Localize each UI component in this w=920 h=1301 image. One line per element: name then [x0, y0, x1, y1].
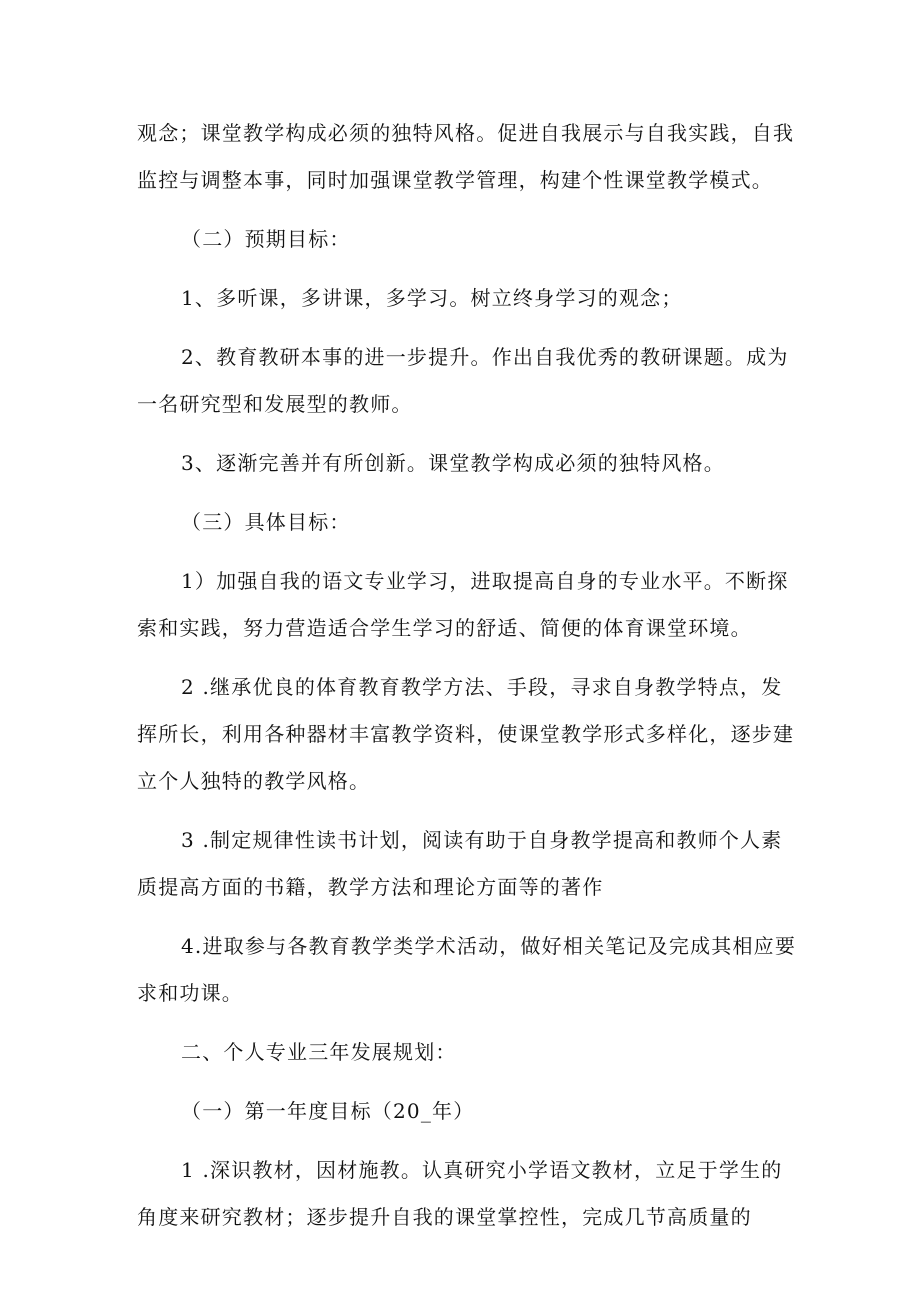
goal-item-2: 2、教育教研本事的进一步提升。作出自我优秀的教研课题。成为一名研究型和发展型的教师。	[137, 345, 789, 416]
heading-expected-goals: （二）预期目标：	[181, 227, 351, 251]
first-year-item-1: 1 .深识教材，因材施教。认真研究小学语文教材，立足于学生的角度来研究教材；逐步提升自我的课堂掌控性，完成几节高质量的	[137, 1158, 783, 1229]
heading-three-year-plan: 二、个人专业三年发展规划：	[181, 1040, 457, 1064]
document-body	[137, 110, 797, 1253]
specific-goal-2: 2 .继承优良的体育教育教学方法、手段，寻求自身教学特点，发挥所长，利用各种器材丰富教学资料，使课堂教学形式多样化，逐步建立个人独特的教学风格。	[137, 675, 795, 793]
heading-first-year: （一）第一年度目标（20_年）	[181, 1099, 475, 1123]
specific-goal-1: 1）加强自我的语文专业学习，进取提高自身的专业水平。不断探索和实践，努力营造适合学生学习的舒适、简便的体育课堂环境。	[137, 569, 789, 640]
specific-goal-4: 4.进取参与各教育教学类学术活动，做好相关笔记及完成其相应要求和功课。	[137, 934, 797, 1005]
paragraph-continued: 观念；课堂教学构成必须的独特风格。促进自我展示与自我实践，自我监控与调整本事，同时加强课堂教学管理，构建个性课堂教学模式。	[137, 121, 795, 192]
heading-specific-goals: （三）具体目标：	[181, 510, 351, 534]
goal-item-1: 1、多听课，多讲课，多学习。树立终身学习的观念；	[181, 286, 683, 310]
specific-goal-3: 3 .制定规律性读书计划，阅读有助于自身教学提高和教师个人素质提高方面的书籍，教学方法和理论方面等的著作	[137, 828, 783, 899]
goal-item-3: 3、逐渐完善并有所创新。课堂教学构成必须的独特风格。	[181, 451, 725, 475]
